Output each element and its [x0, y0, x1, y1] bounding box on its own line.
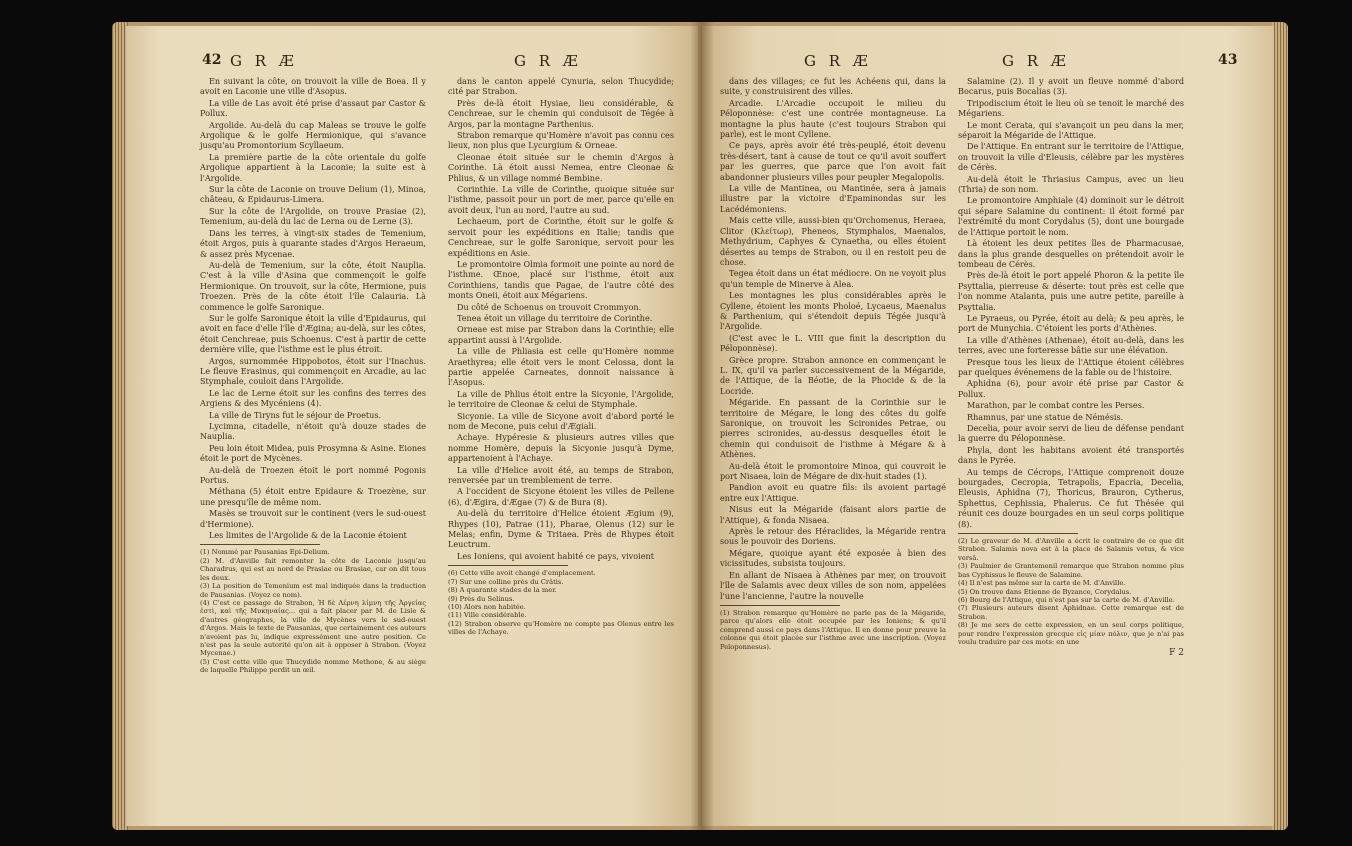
column-paragraphs: [720, 76, 946, 601]
paragraph: La ville de Las avoit été prise d'assaut par Castor & Pollux.: [200, 97, 426, 119]
text-column-2: [958, 76, 1184, 659]
footnote: (2) M. d'Anville fait remonter la côte de Laconie jusqu'au Charadrus, qui est au nord de Prasiae ou Brasiae, car on dit tous les deux.: [200, 556, 426, 582]
footnotes: [958, 537, 1184, 646]
paragraph: (C'est avec le L. VIII que finit la description du Péloponnèse).: [720, 332, 946, 354]
paragraph: Près de-là étoit le port appelé Phoron & la petite île Psyttalia, pierreuse & déserte: tout près est celle que l'on nomme Atalanta, puis une autre petite, pareille à Psyttalia.: [958, 270, 1184, 312]
paragraph: Cleonae étoit située sur le chemin d'Argos à Corinthe. Là étoit aussi Nemea, entre Cleonae & Phlius, & un village nommé Bembine.: [448, 151, 674, 183]
paragraph: Au-delà de Temenium, sur la côte, étoit Nauplia. C'est à la ville d'Asina que commençoit le golfe Hermionique. On trouvoit, sur la côte, Hermione, puis Troezen. Près de la côte étoit l'île Calauria. Là commence le golfe Saronique.: [200, 259, 426, 312]
footnote: (7) Plusieurs auteurs disent Aphidnae. Cette remarque est de Strabon.: [958, 604, 1184, 621]
text-column-2: [448, 76, 674, 637]
footnote: (6) Bourg de l'Attique, qui n'est pas sur la carte de M. d'Anville.: [958, 595, 1175, 604]
paragraph: dans le canton appelé Cynuria, selon Thucydide; cité par Strabon.: [448, 76, 674, 97]
paragraph: La ville de Mantinea, ou Mantinée, sera à jamais illustre par la victoire d'Epaminondas sur les Lacédémoniens.: [720, 183, 946, 214]
footnote: (4) C'est ce passage de Strabon, Ἡ δὲ Λέρνη λίμνη τῆς Ἀργείας ἐστὶ, καὶ τῆς Μυκηναίας... qui a fait placer par M. de Lisle & d'autres géographes, la ville de Mycènes vers le sud-ouest d'Argos. Mais le texte de Pausanias, que certainement ces auteurs n'avoient pas lu, indique expressément une autre position. Ce n'est pas la seule autorité qu'on ait à opposer à Strabon. (Voyez Mycenae.): [200, 598, 426, 658]
paragraph: Au temps de Cécrops, l'Attique comprenoit douze bourgades, Cecropia, Tetrapolis, Epacria, Decelia, Eleusis, Aphidna (7), Thoricus, Brauron, Cytherus, Sphettus, Cephissia, Phalerus. Ce fut Thésée qui réunit ces douze bourgades en un seul corps politique (8).: [958, 466, 1184, 529]
paragraph: En allant de Nisaea à Athènes par mer, on trouvoit l'île de Salamis avec deux villes de son nom, appelées l'une l'ancienne, l'autre la nouvelle: [720, 569, 946, 601]
right-page: [702, 26, 1274, 826]
paragraph: Près de-là étoit Hysiae, lieu considérable, & Cenchreae, sur le chemin qui conduisoit de Tégée à Argos, par la montagne Parthenius.: [448, 97, 674, 129]
footnote-rule: [958, 533, 1078, 534]
paragraph: Sur la côte de Laconie on trouve Delium (1), Minoa, château, & Epidaurus-Limera.: [200, 184, 426, 205]
paragraph: Nisus eut la Mégaride (faisant alors partie de l'Attique), & fonda Nisaea.: [720, 504, 946, 525]
paragraph: Arcadie. L'Arcadie occupoit le milieu du Péloponnèse: c'est une contrée montagneuse. La montagne la plus haute (c'est toujours Strabon qui parle), est le mont Cyllene.: [720, 97, 946, 140]
paragraph: Argos, surnommée Hippobotos, étoit sur l'Inachus. Le fleuve Erasinus, qui commençoit en Arcadie, au lac Stymphale, couloit dans l'Argolide.: [200, 355, 426, 387]
footnote-rule: [200, 544, 320, 545]
column-paragraphs: [200, 76, 426, 540]
footnote: (7) Sur une colline près du Crâtis.: [448, 577, 564, 586]
paragraph: Lechaeum, port de Corinthe, étoit sur le golfe & servoit pour les expéditions en Italie; tandis que Cenchreae, sur le golfe Saronique, servoit pour les expéditions en Asie.: [448, 216, 674, 258]
footnote: (5) On trouve dans Etienne de Byzance, Corydalus.: [958, 587, 1132, 596]
paragraph: Tegea étoit dans un état médiocre. On ne voyoit plus qu'un temple de Minerve à Alea.: [720, 268, 946, 289]
page-number: 43: [1218, 52, 1238, 68]
paragraph: La ville de Tiryns fut le séjour de Proetus.: [209, 409, 382, 420]
paragraph: dans des villages; ce fut les Achéens qui, dans la suite, y construisirent des villes.: [720, 76, 946, 97]
paragraph: Les Ioniens, qui avoient habité ce pays, vivoient: [457, 550, 654, 561]
footnote: (8) A quarante stades de la mer.: [448, 586, 557, 595]
paragraph: Le mont Cerata, qui s'avançoit un peu dans la mer, séparoit la Mégaride de l'Attique.: [958, 119, 1184, 141]
paragraph: Là étoient les deux petites îles de Pharmacusae, dans la plus grande desquelles on prétendoit avoir le tombeau de Cérès.: [958, 238, 1184, 269]
footnote: (1) Strabon remarque qu'Homère ne parle pas de la Mégaride, parce qu'alors elle étoit occupée par les Ioniens; & qu'il comprend aussi ce pays dans l'Attique. Il en donne pour preuve la colonne qui étoit placée sur l'isthme avec une inscription. (Voyez Peloponnesus).: [720, 608, 946, 651]
footnotes: [720, 609, 946, 651]
paragraph: Les montagnes les plus considérables après le Cyllene, étoient les monts Pholoé, Lycaeus, Maenalus & Parthenium, qui s'étendoit depuis Tégée jusqu'à l'Argolide.: [720, 290, 946, 332]
footnote: (2) Le graveur de M. d'Anville a écrit le contraire de ce que dit Strabon. Salamis nova est à la place de Salamis vetus, & vice versâ.: [958, 537, 1184, 562]
footnote: (11) Ville considérable.: [448, 611, 527, 620]
paragraph: Au-delà du territoire d'Helice étoient Ægium (9), Rhypes (10), Patrae (11), Pharae, Olenus (12) sur le Melas; enfin, Dyme & Tritaea. Près de Rhypes étoit Leuctrum.: [448, 508, 674, 550]
footnote: (10) Alors non habitée.: [448, 602, 526, 611]
paragraph: Tenea étoit un village du territoire de Corinthe.: [457, 312, 653, 323]
paragraph: La ville de Phliasia est celle qu'Homère nomme Araethyrea; elle étoit vers le mont Celossa, dont la partie appelée Carneates, donnoit naissance à l'Asopus.: [448, 346, 674, 388]
paragraph: Méthana (5) étoit entre Epidaure & Troezène, sur une presqu'île de même nom.: [200, 486, 426, 507]
paragraph: Sur le golfe Saronique étoit la ville d'Epidaurus, qui avoit en face d'elle l'île d'Ægina; au-delà, sur les côtes, étoit Cenchreae, puis Schoenus. C'est à partir de cette dernière ville, que l'isthme est le plus étroit.: [200, 312, 426, 355]
paragraph: Corinthie. La ville de Corinthe, quoique située sur l'isthme, passoit pour un port de mer, parce qu'elle en avoit deux, l'un au nord, l'autre au sud.: [448, 184, 674, 215]
paragraph: La ville d'Athènes (Athenae), étoit au-delà, dans les terres, avec une forteresse bâtie sur une élévation.: [958, 334, 1184, 356]
paragraph: Le Pyraeus, ou Pyrée, étoit au delà; & peu après, le port de Munychia. C'étoient les ports d'Athènes.: [958, 312, 1184, 334]
paragraph: Au-delà étoit le Thriasius Campus, avec un lieu (Thria) de son nom.: [958, 173, 1184, 195]
paragraph: Dans les terres, à vingt-six stades de Temenium, étoit Argos, puis à quarante stades d'Argos Heraeum, & assez près Mycenae.: [200, 227, 426, 259]
running-head: G R Æ: [230, 52, 298, 70]
footnote: (6) Cette ville avoit changé d'emplacement.: [448, 569, 596, 578]
footnotes: [448, 569, 674, 636]
paragraph: En suivant la côte, on trouvoit la ville de Boea. Il y avoit en Laconie une ville d'Asopus.: [200, 76, 426, 97]
paragraph: Ce pays, après avoir été très-peuplé, étoit devenu très-désert, tant à cause de tout ce qu'il avoit souffert par les guerres, que parce que l'on avoit fait abandonner plusieurs villes pour peupler Megalopolis.: [720, 140, 946, 182]
paragraph: Pandion avoit eu quatre fils: ils avoient partagé entre eux l'Attique.: [720, 482, 946, 503]
paragraph: Au-delà étoit le promontoire Minoa, qui couvroit le port Nisaea, loin de Mégare de dix-huit stades (1).: [720, 460, 946, 482]
footnote: (12) Strabon observe qu'Homère ne compte pas Olenus entre les villes de l'Achaye.: [448, 619, 674, 637]
open-book: [112, 22, 1288, 830]
book-gutter: [690, 22, 714, 830]
paragraph: Masès se trouvoit sur le continent (vers le sud-ouest d'Hermione).: [200, 508, 426, 529]
footnote: (8) Je me sers de cette expression, en un seul corps politique, pour rendre l'expression grecque εἰς μίαν πόλιν, que je n'ai pas voulu traduire par ces mots: en une: [958, 621, 1184, 646]
signature-mark: F 2: [1169, 648, 1184, 659]
paragraph: A l'occident de Sicyone étoient les villes de Pellene (6), d'Ægira, d'Ægae (7) & de Bura (8).: [448, 486, 674, 507]
paragraph: Aphidna (6), pour avoir été prise par Castor & Pollux.: [958, 378, 1184, 399]
paragraph: Salamine (2). Il y avoit un fleuve nommé d'abord Bocarus, puis Bocalias (3).: [958, 76, 1184, 97]
paragraph: La ville d'Helice avoit été, au temps de Strabon, renversée par un tremblement de terre.: [448, 464, 674, 486]
paragraph: Lycimna, citadelle, n'étoit qu'à douze stades de Nauplia.: [200, 421, 426, 442]
paragraph: Decelia, pour avoir servi de lieu de défense pendant la guerre du Péloponnèse.: [958, 423, 1184, 444]
paragraph: Le lac de Lerne étoit sur les confins des terres des Argiens & des Mycéniens (4).: [200, 387, 426, 409]
page-edges-right: [1272, 22, 1288, 830]
column-paragraphs: [958, 76, 1184, 529]
paragraph: Presque tous les lieux de l'Attique étoient célèbres par quelques événemens de la fable ou de l'histoire.: [958, 356, 1184, 377]
running-head: G R Æ: [514, 52, 582, 70]
text-column-1: [720, 76, 946, 651]
paragraph: Mégare, quoique ayant été exposée à bien des vicissitudes, subsista toujours.: [720, 547, 946, 569]
paragraph: Grèce propre. Strabon annonce en commençant le L. IX, qu'il va parler successivement de la Mégaride, de l'Attique, de la Béotie, de la Phocide & de la Locride.: [720, 354, 946, 396]
footnote: (5) C'est cette ville que Thucydide nomme Methone, & au siège de laquelle Philippe perdit un œil.: [200, 657, 426, 675]
paragraph: Sicyonie. La ville de Sicyone avoit d'abord porté le nom de Mecone, puis celui d'Ægiali.: [448, 410, 674, 431]
paragraph: Mais cette ville, aussi-bien qu'Orchomenus, Heraea, Clitor (Κλείτωρ), Pheneos, Stymphalos, Maenalos, Methydrium, Caphyes & Cynaetha, ou elles étoient désertes au temps de Strabon, ou il en restoit peu de chose.: [720, 215, 946, 267]
running-head: G R Æ: [1002, 52, 1070, 70]
paragraph: Orneae est mise par Strabon dans la Corinthie; elle appartint aussi à l'Argolide.: [448, 324, 674, 345]
column-paragraphs: [448, 76, 674, 561]
footnote: (1) Nommé par Pausanias Epi-Delium.: [200, 548, 330, 557]
paragraph: La ville de Phlius étoit entre la Sicyonie, l'Argolide, le territoire de Cleonae & celui de Stymphale.: [448, 388, 674, 410]
paragraph: Argolide. Au-delà du cap Maleas se trouve le golfe Argolique & le golfe Hermionique, qui s'avance jusqu'au Promontorium Scyllaeum.: [200, 119, 426, 151]
paragraph: Le promontoire Olmia formoit une pointe au nord de l'isthme. Œnoe, placé sur l'isthme, étoit aux Corinthiens, tandis que Pagae, de l'autre côté des monts Oneii, étoit aux Mégariens.: [448, 258, 674, 301]
footnote: (4) Il n'est pas même sur la carte de M. d'Anville.: [958, 579, 1126, 588]
footnote: (3) Paulmier de Grantemenil remarque que Strabon nomme plus bas Cyphissus le fleuve de Salamine.: [958, 562, 1184, 579]
text-column-1: [200, 76, 426, 675]
left-page: [126, 26, 698, 826]
paragraph: Tripodiscium étoit le lieu où se tenoit le marché des Mégariens.: [958, 97, 1184, 119]
paragraph: La première partie de la côte orientale du golfe Argolique appartient à la Laconie; la suite est à l'Argolide.: [200, 151, 426, 183]
page-number: 42: [202, 52, 222, 68]
footnote: (9) Près du Selinus.: [448, 594, 515, 603]
paragraph: Marathon, par le combat contre les Perses.: [967, 400, 1145, 411]
footnote-rule: [448, 565, 568, 566]
paragraph: Le promontoire Amphiale (4) dominoit sur le détroit qui sépare Salamine du continent: il étoit formé par l'extrémité du mont Corydalus (5), dont une bourgade de l'Attique portoit le nom.: [958, 195, 1184, 237]
footnotes: [200, 548, 426, 674]
paragraph: De l'Attique. En entrant sur le territoire de l'Attique, on trouvoit la ville d'Eleusis, célèbre par les mystères de Cérès.: [958, 141, 1184, 173]
paragraph: Strabon remarque qu'Homère n'avoit pas connu ces lieux, non plus que Lycurgium & Orneae.: [448, 130, 674, 151]
paragraph: Peu loin étoit Midea, puis Prosymna & Asine. Eiones étoit le port de Mycènes.: [200, 442, 426, 464]
paragraph: Sur la côte de l'Argolide, on trouve Prasiae (2), Temenium, au-delà du lac de Lerna ou de Lerne (3).: [200, 205, 426, 227]
paragraph: Achaye. Hypéresie & plusieurs autres villes que nomme Homère, depuis la Sicyonie jusqu'à Dyme, appartenoient à l'Achaye.: [448, 432, 674, 464]
paragraph: Du côté de Schoenus on trouvoit Crommyon.: [457, 301, 642, 312]
paragraph: Rhamnus, par une statue de Némésis.: [967, 411, 1124, 422]
footnote-rule: [720, 605, 840, 606]
paragraph: Après le retour des Héraclides, la Mégaride rentra sous le pouvoir des Doriens.: [720, 526, 946, 547]
paragraph: Mégaride. En passant de la Corinthie sur le territoire de Mégare, le long des côtes du golfe Saronique, on trouvoit les Scironides Petrae, ou pierres scironides, au-dessus desquelles étoit le chemin qui conduisoit de l'isthme à Mégare & à Athènes.: [720, 397, 946, 460]
footnote: (3) La position de Temenium est mal indiquée dans la traduction de Pausanias. (Voyez ce nom).: [200, 582, 426, 599]
running-head: G R Æ: [804, 52, 872, 70]
paragraph: Les limites de l'Argolide & de la Laconie étoient: [209, 530, 407, 541]
paragraph: Au-delà de Troezen étoit le port nommé Pogonis Portus.: [200, 464, 426, 486]
paragraph: Phyla, dont les habitans avoient été transportés dans le Pyrée.: [958, 444, 1184, 466]
